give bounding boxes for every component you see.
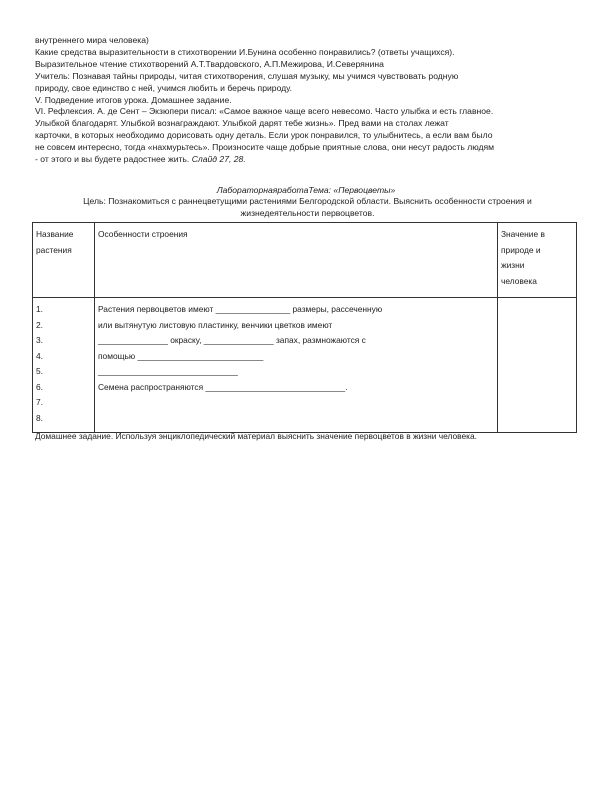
header-structure: Особенности строения	[95, 223, 498, 298]
slide-reference: Слайд 27, 28.	[191, 154, 246, 165]
intro-line: природу, свое единство с ней, учимся любить и беречь природу.	[35, 82, 293, 93]
plant-number: 2.	[36, 319, 43, 330]
plant-number: 4.	[36, 350, 43, 361]
intro-text	[35, 35, 580, 166]
intro-line: карточки, в которых необходимо дорисовать одну деталь. Если урок понравился, то улыбнитесь, а если вам было	[35, 130, 493, 141]
goal-line: жизнедеятельности первоцветов.	[240, 207, 375, 218]
goal-line: Цель: Познакомиться с раннецветущими растениями Белгородской области. Выяснить особенности строения и	[83, 196, 532, 206]
intro-line: V. Подведение итогов урока. Домашнее задание.	[35, 94, 232, 105]
plant-number: 7.	[36, 397, 43, 407]
fill-in-line: или вытянутую листовую пластинку, венчики цветков имеют	[98, 319, 333, 330]
plant-number: 8.	[36, 412, 43, 423]
plant-number: 5.	[36, 366, 43, 376]
plant-number: 3.	[36, 335, 43, 345]
header-plant-name: Название растения	[33, 223, 95, 298]
table-row	[33, 298, 577, 433]
fill-in-line: _______________ окраску, _______________ запах, размножаются с	[98, 335, 366, 345]
intro-line: внутреннего мира человека)	[35, 35, 149, 45]
fill-in-line: Семена распространяются ______________________________.	[98, 381, 348, 392]
intro-line: VI. Рефлексия. А. де Сент – Экзюпери писал: «Самое важное чаще всего невесомо. Часто улыбка и есть главное.	[35, 106, 494, 117]
fill-in-line: ______________________________	[98, 366, 238, 376]
significance-cell	[498, 298, 577, 433]
intro-line: Улыбкой благодарят. Улыбкой вознаграждают. Улыбкой дарят тебе жизнь». Пред вами на столах лежат	[35, 118, 449, 129]
intro-last-text: - от этого и вы будете радостнее жить.	[35, 154, 190, 165]
intro-line: Какие средства выразительности в стихотворении И.Бунина особенно понравились? (ответы учащихся).	[35, 46, 455, 57]
intro-last-line	[35, 154, 580, 166]
lab-goal	[35, 196, 580, 220]
plant-number: 6.	[36, 381, 43, 392]
table-header-row	[33, 223, 577, 298]
intro-line: Выразительное чтение стихотворений А.Т.Твардовского, А.П.Межирова, И.Северянина	[35, 58, 384, 69]
fill-in-line: Растения первоцветов имеют ________________ размеры, рассеченную	[98, 304, 383, 314]
header-significance: Значение в природе и жизни человека	[498, 223, 577, 298]
structure-fill-in-text	[95, 298, 498, 433]
homework-text: Домашнее задание. Используя энциклопедический материал выяснить значение первоцветов в жизни человека.	[35, 431, 477, 441]
intro-line: не совсем интересно, тогда «нахмурьтесь». Произносите чаще добрые приятные слова, они несут радость людям	[35, 142, 495, 153]
plant-number: 1.	[36, 304, 43, 314]
fill-in-line: помощью ___________________________	[98, 350, 264, 361]
intro-line: Учитель: Познавая тайны природы, читая стихотворения, слушая музыку, мы учимся чувствовать родную	[35, 70, 459, 81]
lab-work-title: ЛабораторнаяработаТема: «Первоцветы»	[216, 185, 396, 195]
plant-number-list	[33, 298, 95, 433]
lab-table	[32, 222, 577, 433]
